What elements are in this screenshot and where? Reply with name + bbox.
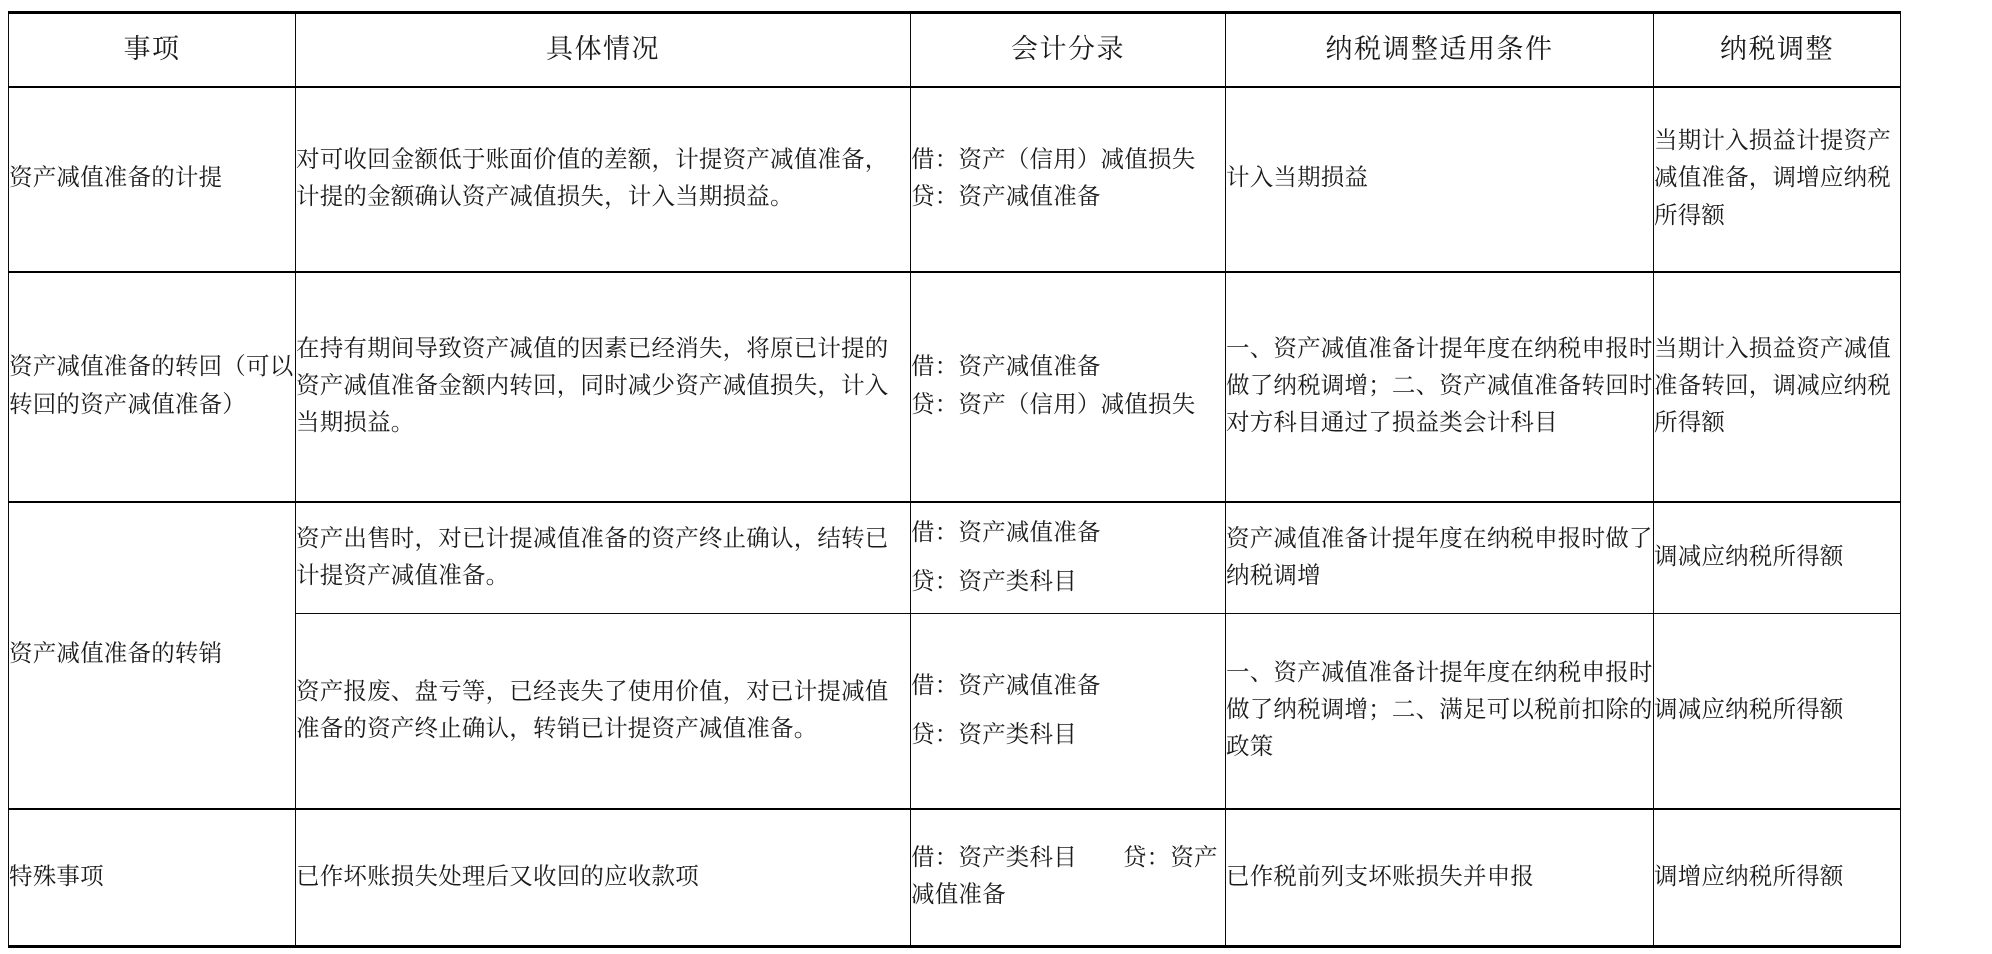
cell-entry-5: [911, 809, 1226, 947]
entry-debit-1: 借：资产（信用）减值损失: [911, 146, 1196, 173]
column-header-condition: 纳税调整适用条件: [1226, 13, 1654, 87]
cell-entry-4: [911, 614, 1226, 809]
cell-condition-1: [1226, 87, 1654, 272]
cell-adjustment-1: [1654, 87, 1901, 272]
cell-situation-5: [296, 809, 911, 947]
cell-adjustment-5: [1654, 809, 1901, 947]
situation-text-3: 资产出售时，对已计提减值准备的资产终止确认，结转已计提资产减值准备。: [296, 525, 889, 589]
situation-text-4: 资产报废、盘亏等，已经丧失了使用价值，对已计提减值准备的资产终止确认，转销已计提资产减值准备。: [296, 678, 889, 742]
cell-entry-1: [911, 87, 1226, 272]
cell-condition-5: [1226, 809, 1654, 947]
condition-text-4: 一、资产减值准备计提年度在纳税申报时做了纳税调增；二、满足可以税前扣除的政策: [1226, 660, 1653, 761]
situation-text-1: 对可收回金额低于账面价值的差额，计提资产减值准备，计提的金额确认资产减值损失，计入当期损益。: [296, 146, 889, 210]
cell-condition-4: [1226, 614, 1654, 809]
condition-text-3: 资产减值准备计提年度在纳税申报时做了纳税调增: [1226, 525, 1653, 589]
column-header-situation: 具体情况: [296, 13, 911, 87]
cell-entry-2: [911, 272, 1226, 502]
cell-condition-3: [1226, 502, 1654, 614]
condition-text-2: 一、资产减值准备计提年度在纳税申报时做了纳税调增；二、资产减值准备转回时对方科目通过了损益类会计科目: [1226, 335, 1653, 437]
entry-debit-4: 借：资产减值准备: [911, 672, 1101, 699]
table-row: [9, 87, 1901, 272]
column-header-entry: 会计分录: [911, 13, 1226, 87]
table-row: [9, 809, 1901, 947]
adjustment-text-3: 调减应纳税所得额: [1654, 544, 1844, 571]
cell-item-1: [9, 87, 296, 272]
cell-adjustment-2: [1654, 272, 1901, 502]
table-row: [9, 502, 1901, 614]
cell-item-3: [9, 502, 296, 809]
cell-adjustment-4: [1654, 614, 1901, 809]
cell-situation-3: [296, 502, 911, 614]
entry-credit-2: 贷：资产（信用）减值损失: [911, 391, 1196, 418]
column-header-adjustment: 纳税调整: [1654, 13, 1901, 87]
cell-situation-2: [296, 272, 911, 502]
cell-condition-2: [1226, 272, 1654, 502]
cell-situation-1: [296, 87, 911, 272]
adjustment-text-2: 当期计入损益资产减值准备转回，调减应纳税所得额: [1654, 335, 1891, 437]
cell-situation-4: [296, 614, 911, 809]
condition-text-1: 计入当期损益: [1226, 165, 1369, 192]
table-header-row: [9, 13, 1901, 87]
situation-text-2: 在持有期间导致资产减值的因素已经消失，将原已计提的资产减值准备金额内转回，同时减少资产减值损失，计入当期损益。: [296, 335, 889, 437]
entry-credit-1: 贷：资产减值准备: [911, 184, 1101, 210]
entry-debit-3: 借：资产减值准备: [911, 519, 1101, 546]
adjustment-text-1: 当期计入损益计提资产减值准备，调增应纳税所得额: [1654, 128, 1891, 229]
entry-debit-5: 借：资产类科目: [911, 845, 1077, 872]
table-row: [9, 272, 1901, 502]
item-label-5: 特殊事项: [9, 863, 104, 890]
adjustment-text-5: 调增应纳税所得额: [1654, 863, 1844, 890]
cell-item-5: [9, 809, 296, 947]
adjustment-text-4: 调减应纳税所得额: [1654, 697, 1844, 724]
situation-text-5: 已作坏账损失处理后又收回的应收款项: [296, 863, 699, 890]
cell-item-2: [9, 272, 296, 502]
entry-credit-5: 贷：资产减值准备: [911, 845, 1218, 909]
entry-credit-3: 贷：资产类科目: [911, 568, 1077, 595]
cell-adjustment-3: [1654, 502, 1901, 614]
cell-entry-3: [911, 502, 1226, 614]
column-header-item: 事项: [9, 13, 296, 87]
entry-credit-4: 贷：资产类科目: [911, 721, 1077, 748]
entry-debit-2: 借：资产减值准备: [911, 354, 1101, 381]
comparison-table: [8, 11, 1901, 948]
item-label-2: 资产减值准备的转回（可以转回的资产减值准备）: [9, 354, 294, 418]
condition-text-5: 已作税前列支坏账损失并申报: [1226, 863, 1535, 890]
item-label-1: 资产减值准备的计提: [9, 165, 223, 192]
item-label-3: 资产减值准备的转销: [9, 641, 223, 668]
